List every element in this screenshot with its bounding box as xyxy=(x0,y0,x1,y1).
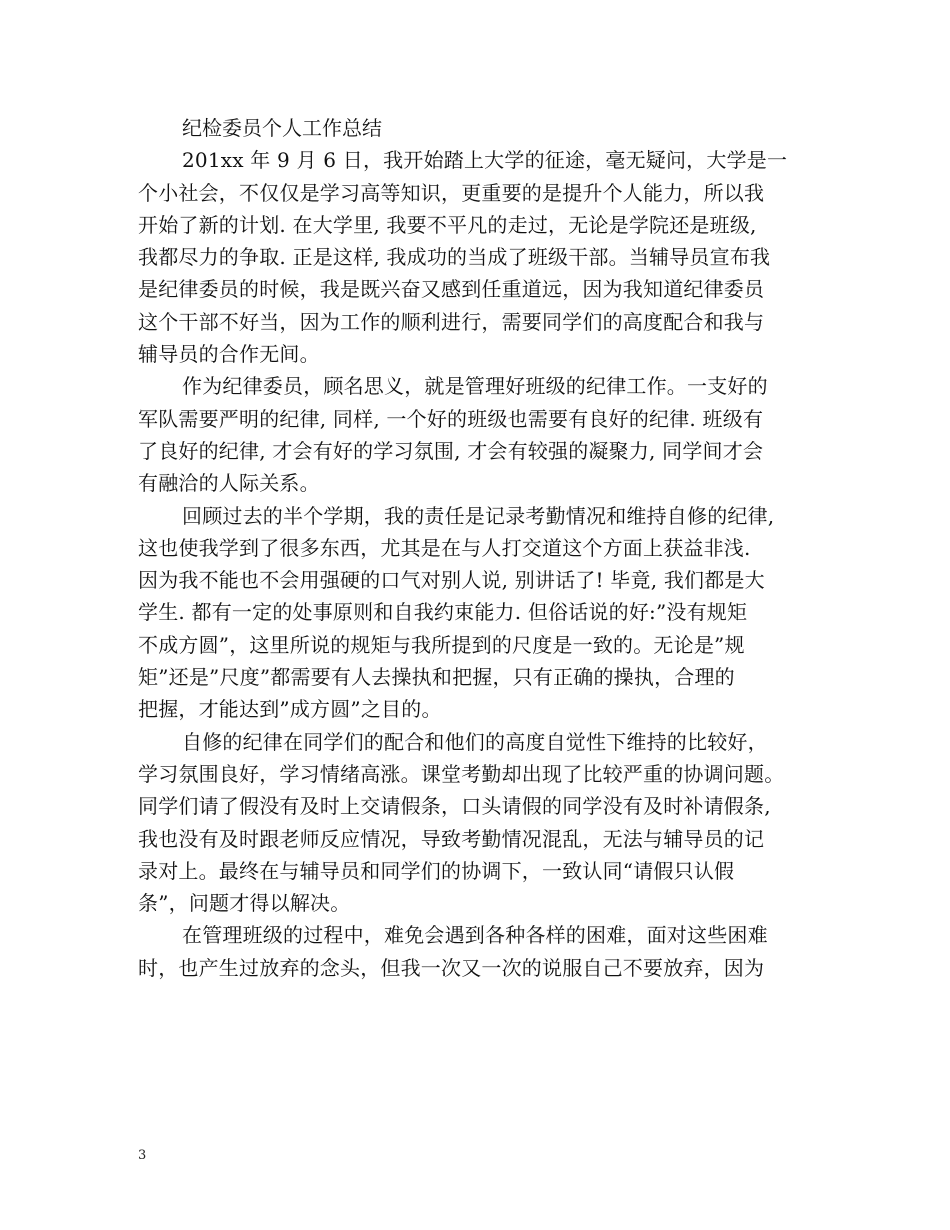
text-line: 条”，问题才得以解决。 xyxy=(138,891,351,916)
text-line: 我也没有及时跟老师反应情况，导致考勤情况混乱，无法与辅导员的记 xyxy=(138,826,765,851)
text-line: 军队需要严明的纪律, 同样, 一个好的班级也需要有良好的纪律. 班级有 xyxy=(138,406,764,431)
text-line: 学生. 都有一定的处事原则和自我约束能力. 但俗话说的好:”没有规矩 xyxy=(138,600,748,625)
text-line: 因为我不能也不会用强硬的口气对别人说, 别讲话了! 毕竟, 我们都是大 xyxy=(138,568,765,593)
text-line: 回顾过去的半个学期，我的责任是记录考勤情况和维持自修的纪律, xyxy=(182,503,775,528)
document-body xyxy=(138,112,814,984)
text-line: 开始了新的计划. 在大学里, 我要不平凡的走过，无论是学院还是班级, xyxy=(138,212,757,237)
text-line: 在管理班级的过程中，难免会遇到各种各样的困难，面对这些困难 xyxy=(182,923,768,948)
paragraph xyxy=(138,919,814,984)
paragraph xyxy=(138,370,814,499)
paragraph-container xyxy=(138,144,814,984)
text-line: 201xx 年 9 月 6 日，我开始踏上大学的征途，毫无疑问，大学是一 xyxy=(182,148,788,173)
text-line: 辅导员的合作无间。 xyxy=(138,342,320,367)
text-line: 作为纪律委员，顾名思义，就是管理好班级的纪律工作。一支好的 xyxy=(182,374,768,399)
text-line: 这个干部不好当，因为工作的顺利进行，需要同学们的高度配合和我与 xyxy=(138,309,765,334)
paragraph xyxy=(138,726,814,920)
document-title: 纪检委员个人工作总结 xyxy=(182,116,382,140)
text-line: 个小社会，不仅仅是学习高等知识，更重要的是提升个人能力，所以我 xyxy=(138,180,765,205)
text-line: 录对上。最终在与辅导员和同学们的协调下，一致认同“请假只认假 xyxy=(138,858,735,883)
text-line: 是纪律委员的时候，我是既兴奋又感到任重道远，因为我知道纪律委员 xyxy=(138,277,765,302)
paragraph xyxy=(138,500,814,726)
text-line: 矩”还是”尺度”都需要有人去操执和把握，只有正确的操执，合理的 xyxy=(138,665,735,690)
text-line: 这也使我学到了很多东西，尤其是在与人打交道这个方面上获益非浅. xyxy=(138,535,751,560)
text-line: 同学们请了假没有及时上交请假条，口头请假的同学没有及时补请假条, xyxy=(138,794,771,819)
text-line: 不成方圆”，这里所说的规矩与我所提到的尺度是一致的。无论是”规 xyxy=(138,632,745,657)
text-line: 有融洽的人际关系。 xyxy=(138,471,320,496)
text-line: 时，也产生过放弃的念头，但我一次又一次的说服自己不要放弃，因为 xyxy=(138,955,765,980)
text-line: 把握，才能达到”成方圆”之目的。 xyxy=(138,697,442,722)
text-line: 了良好的纪律, 才会有好的学习氛围, 才会有较强的凝聚力, 同学间才会 xyxy=(138,438,764,463)
paragraph xyxy=(138,144,814,370)
text-line: 自修的纪律在同学们的配合和他们的高度自觉性下维持的比较好， xyxy=(182,729,768,754)
text-line: 学习氛围良好，学习情绪高涨。课堂考勤却出现了比较严重的协调问题。 xyxy=(138,761,785,786)
page-number: 3 xyxy=(138,1148,147,1163)
text-line: 我都尽力的争取. 正是这样, 我成功的当成了班级干部。当辅导员宣布我 xyxy=(138,245,771,270)
